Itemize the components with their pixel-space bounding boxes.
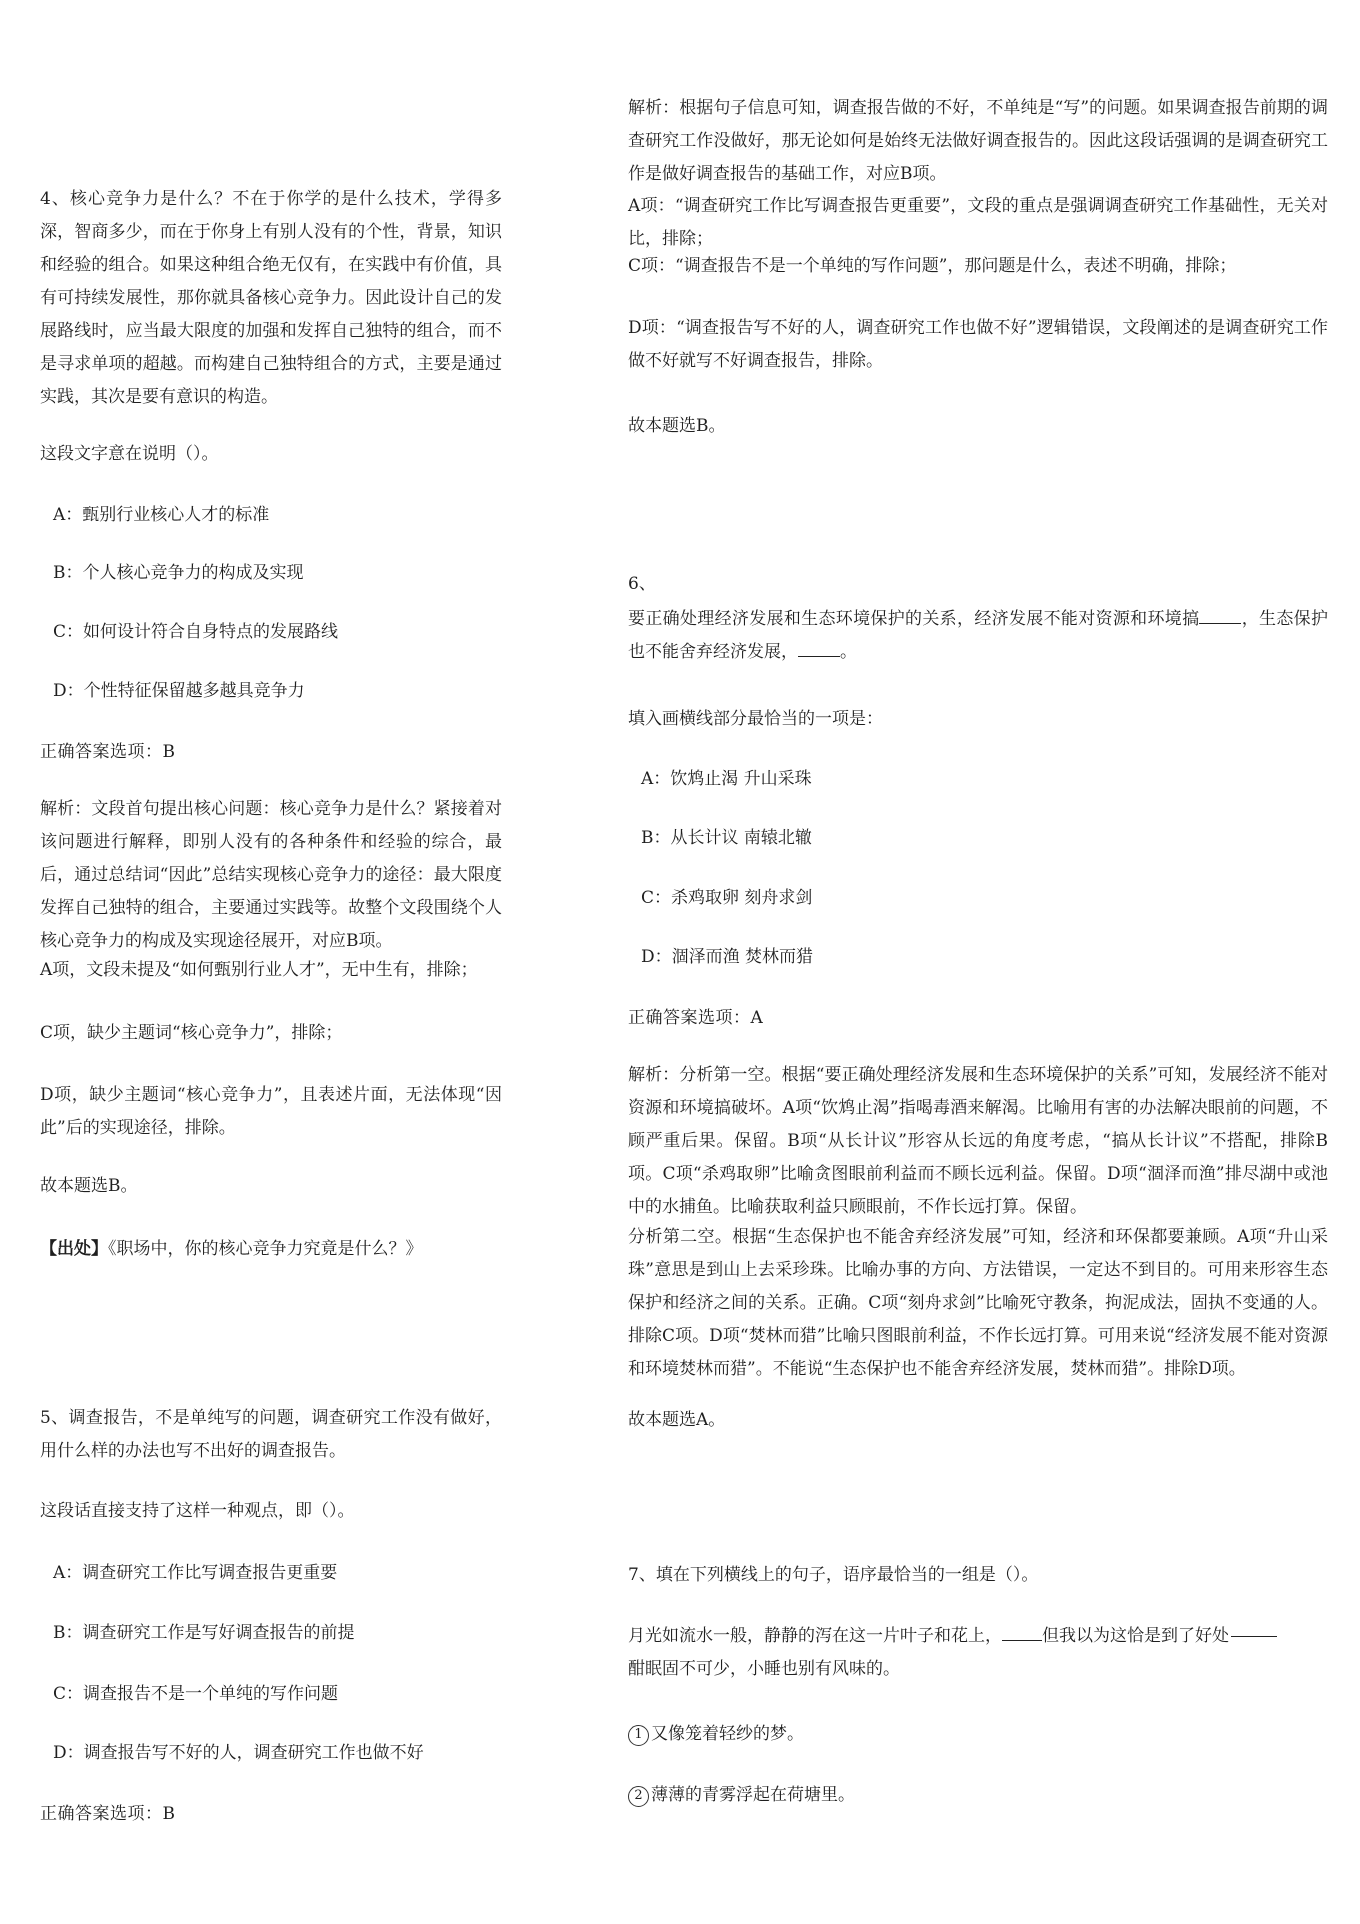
q6-stem-part-2: ，生态保护也不能舍弃经济发展， <box>628 609 1329 662</box>
q4-option-d: D：个性特征保留越多越具竞争力 <box>53 681 305 701</box>
q6-blank-1 <box>1199 605 1241 624</box>
q5-analysis: 解析：根据句子信息可知，调查报告做的不好，不单纯是“写”的问题。如果调查报告前期的调查研究工作没做好，那无论如何是始终无法做好调查报告的。因此这段话强调的是调查研究工作是做好调查报告的基础工作，对应B项。 <box>628 98 1328 184</box>
q4-option-a-note: A项，文段未提及“如何甄别行业人才”，无中生有，排除； <box>40 960 478 980</box>
circled-number-1: 1 <box>628 1725 649 1746</box>
q4-question: 这段文字意在说明（）。 <box>40 444 219 464</box>
q6-answer: 正确答案选项：A <box>628 1008 764 1028</box>
q7-stem: 7、填在下列横线上的句子，语序最恰当的一组是（）。 <box>628 1565 1039 1585</box>
q7-passage-part-2: 但我以为这恰是到了好处 <box>1042 1626 1229 1646</box>
q4-option-a: A：甄别行业核心人才的标准 <box>53 505 270 525</box>
q7-item-1-text: 又像笼着轻纱的梦。 <box>651 1724 804 1744</box>
q7-blank <box>1002 1622 1042 1641</box>
q6-option-c: C：杀鸡取卵 刻舟求剑 <box>641 888 813 908</box>
q4-option-d-note: D项，缺少主题词“核心竞争力”，且表述片面，无法体现“因此”后的实现途径，排除。 <box>40 1085 502 1138</box>
q7-item-2-text: 薄薄的青雾浮起在荷塘里。 <box>651 1785 855 1805</box>
q5-option-d-note: D项：“调查报告写不好的人，调查研究工作也做不好”逻辑错误，文段阐述的是调查研究工作做不好就写不好调查报告，排除。 <box>628 318 1328 371</box>
source-title: 《职场中，你的核心竞争力究竟是什么？》 <box>108 1239 423 1259</box>
q5-option-d: D：调查报告写不好的人，调查研究工作也做不好 <box>53 1743 424 1763</box>
q5-option-b: B：调查研究工作是写好调查报告的前提 <box>53 1623 355 1643</box>
q6-option-b: B：从长计议 南辕北辙 <box>641 828 812 848</box>
q4-option-c: C：如何设计符合自身特点的发展路线 <box>53 622 339 642</box>
q7-passage <box>628 1620 1328 1686</box>
circled-number-2: 2 <box>628 1786 649 1807</box>
q6-blank-2b <box>810 638 840 657</box>
q4-analysis: 解析：文段首句提出核心问题：核心竞争力是什么？紧接着对该问题进行解释，即别人没有的各种条件和经验的综合，最后，通过总结词“因此”总结实现核心竞争力的途径：最大限度发挥自己独特的组合，主要通过实践等。故整个文段围绕个人核心竞争力的构成及实现途径展开，对应B项。 <box>40 799 502 951</box>
q5-option-c-note: C项：“调查报告不是一个单纯的写作问题”，那问题是什么，表述不明确，排除； <box>628 256 1237 276</box>
q6-conclusion: 故本题选A。 <box>628 1410 726 1430</box>
q6-stem-part-1: 要正确处理经济发展和生态环境保护的关系，经济发展不能对资源和环境搞 <box>628 609 1200 629</box>
q6-option-a: A：饮鸩止渴 升山采珠 <box>641 769 812 789</box>
q7-passage-part-3: 酣眠固不可少，小睡也别有风味的。 <box>628 1659 900 1679</box>
q7-dash <box>1231 1636 1277 1637</box>
q5-answer: 正确答案选项：B <box>40 1804 176 1824</box>
q6-question: 填入画横线部分最恰当的一项是： <box>628 709 883 729</box>
q4-option-b: B：个人核心竞争力的构成及实现 <box>53 563 304 583</box>
q6-stem <box>628 603 1328 669</box>
q4-option-c-note: C项，缺少主题词“核心竞争力”，排除； <box>40 1023 343 1043</box>
q7-item-1 <box>628 1718 1328 1751</box>
q5-question: 这段话直接支持了这样一种观点，即（）。 <box>40 1501 355 1521</box>
q5-option-c: C：调查报告不是一个单纯的写作问题 <box>53 1684 339 1704</box>
q7-item-2 <box>628 1779 1328 1812</box>
q5-option-a-note: A项：“调查研究工作比写调查报告更重要”，文段的重点是强调调查研究工作基础性，无关对比，排除； <box>628 196 1328 249</box>
source-label: 【出处】 <box>40 1239 108 1259</box>
q6-option-d: D：涸泽而渔 焚林而猎 <box>641 947 814 967</box>
q4-conclusion: 故本题选B。 <box>40 1176 138 1196</box>
q4-stem: 4、核心竞争力是什么？不在于你学的是什么技术，学得多深，智商多少，而在于你身上有别人没有的个性，背景，知识和经验的组合。如果这种组合绝无仅有，在实践中有价值，具有可持续发展性，那你就具备核心竞争力。因此设计自己的发展路线时，应当最大限度的加强和发挥自己独特的组合，而不是寻求单项的超越。而构建自己独特组合的方式，主要是通过实践，其次是要有意识的构造。 <box>40 189 502 407</box>
q5-option-a: A：调查研究工作比写调查报告更重要 <box>53 1563 338 1583</box>
q4-answer: 正确答案选项：B <box>40 742 176 762</box>
q6-analysis-1: 解析：分析第一空。根据“要正确处理经济发展和生态环境保护的关系”可知，发展经济不能对资源和环境搞破坏。A项“饮鸩止渴”指喝毒酒来解渴。比喻用有害的办法解决眼前的问题，不顾严重后果。保留。B项“从长计议”形容从长远的角度考虑，“搞从长计议”不搭配，排除B项。C项“杀鸡取卵”比喻贪图眼前利益而不顾长远利益。保留。D项“涸泽而渔”排尽湖中或池中的水捕鱼。比喻获取利益只顾眼前，不作长远打算。保留。 <box>628 1065 1328 1217</box>
q5-conclusion: 故本题选B。 <box>628 416 726 436</box>
q7-passage-part-1: 月光如流水一般，静静的泻在这一片叶子和花上， <box>628 1626 1002 1646</box>
q6-analysis-2: 分析第二空。根据“生态保护也不能舍弃经济发展”可知，经济和环保都要兼顾。A项“升山采珠”意思是到山上去采珍珠。比喻办事的方向、方法错误，一定达不到目的。可用来形容生态保护和经济之间的关系。正确。C项“刻舟求剑”比喻死守教条，拘泥成法，固执不变通的人。排除C项。D项“焚林而猎”比喻只图眼前利益，不作长远打算。可用来说“经济发展不能对资源和环境焚林而猎”。不能说“生态保护也不能舍弃经济发展，焚林而猎”。排除D项。 <box>628 1227 1328 1379</box>
q5-stem: 5、调查报告，不是单纯写的问题，调查研究工作没有做好，用什么样的办法也写不出好的调查报告。 <box>40 1408 502 1461</box>
q6-blank-2a <box>798 638 810 657</box>
q6-number: 6、 <box>628 574 656 594</box>
q4-source <box>40 1233 502 1266</box>
q6-stem-part-3: 。 <box>840 642 857 662</box>
